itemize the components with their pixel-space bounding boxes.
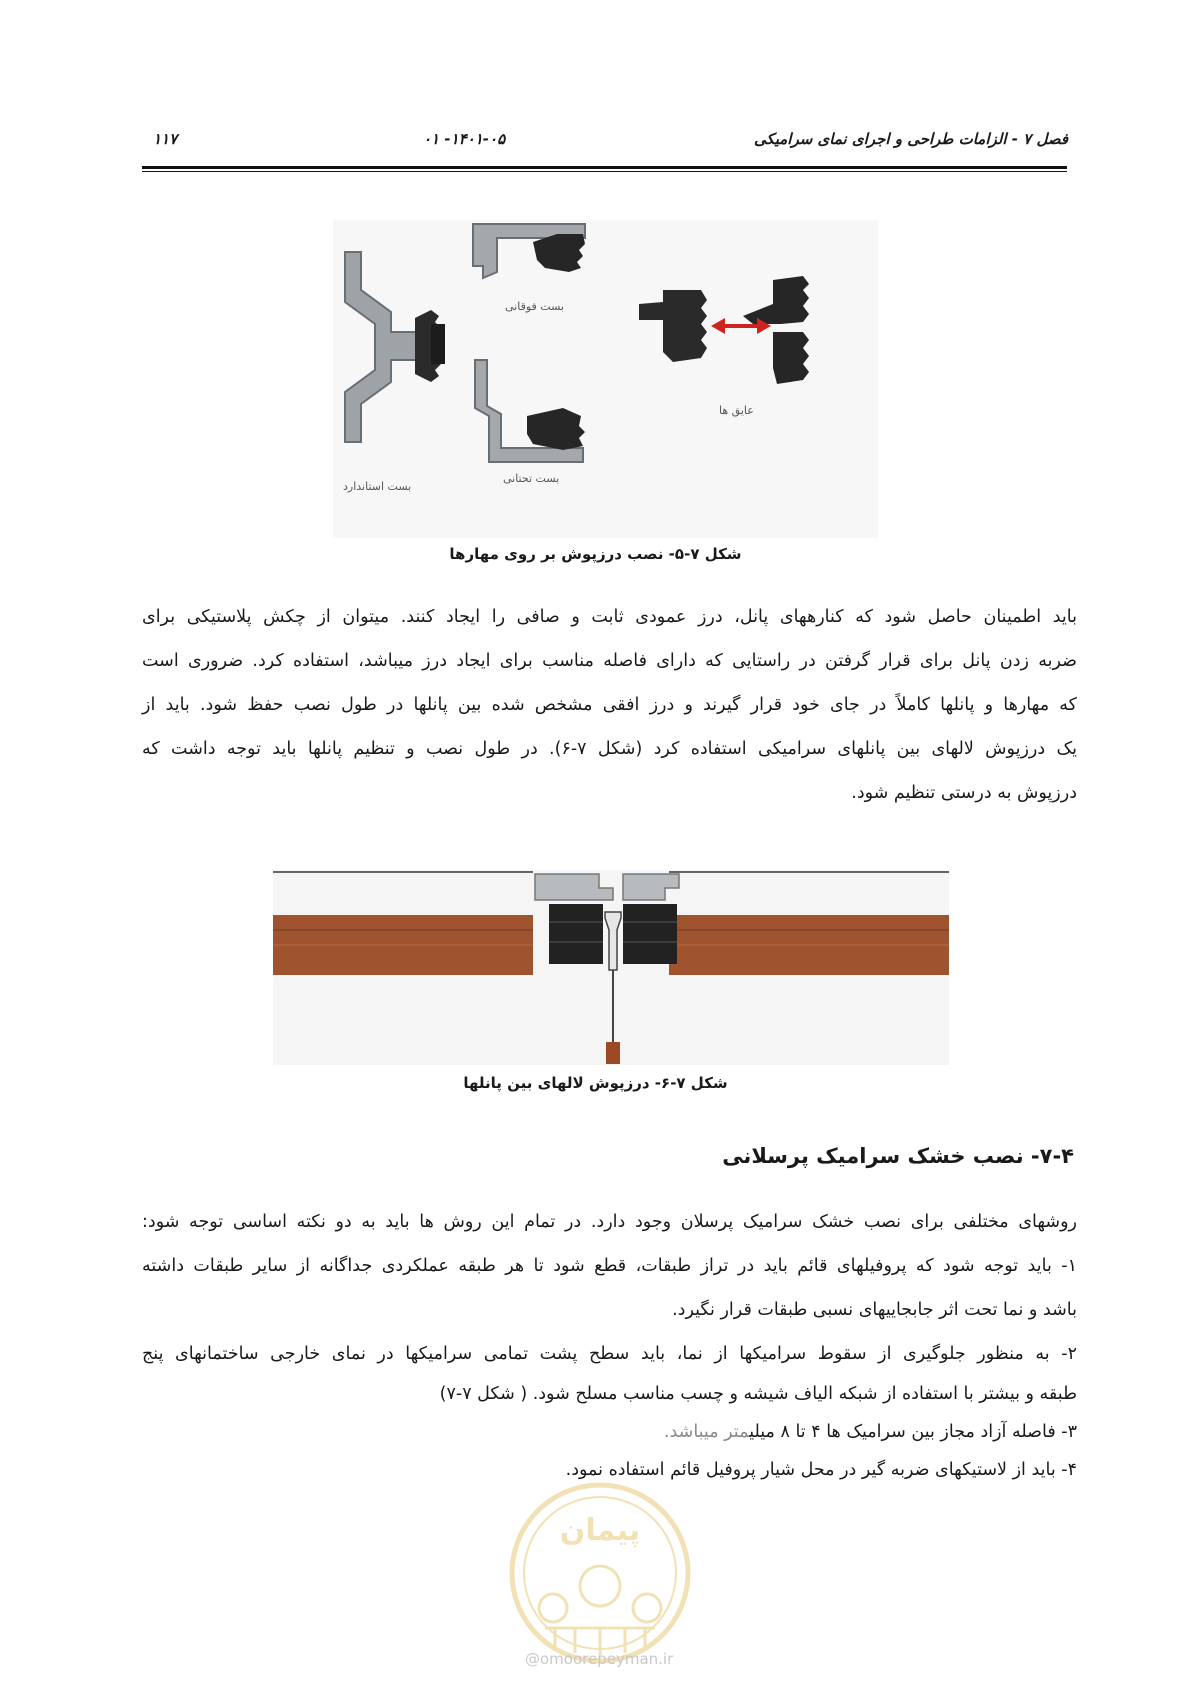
item-3-end: متر میباشد.	[663, 1422, 750, 1442]
insulators-label: عایق ها	[719, 404, 754, 417]
figure-clips-diagram	[333, 220, 878, 538]
section-heading: ۷-۴- نصب خشک سرامیک پرسلانی	[722, 1144, 1074, 1168]
bottom-clip-label: بست تحتانی	[503, 472, 560, 485]
top-clip-label: بست فوقانی	[505, 300, 564, 313]
paragraph-1-line-1: باید اطمینان حاصل شود که کنارههای پانل، درز عمودی ثابت و صافی را ایجاد کنند. میتوان از چکش پلاستیکی برای	[142, 607, 1077, 627]
watermark-website: @omoorepeyman.ir	[525, 1650, 674, 1668]
figure-joint-cover-diagram	[273, 870, 949, 1065]
seal-text: پیمان	[559, 1513, 641, 1548]
standard-clip-label: بست استاندارد	[343, 480, 412, 493]
paragraph-1-line-5: درزپوش به درستی تنظیم شود.	[851, 783, 1077, 803]
paragraph-1-line-4: یک درزپوش لالهای بین پانلهای سرامیکی استفاده کرد (شکل ۷-۶). در طول نصب و تنظیم پانلها باید توجه داشت که	[142, 739, 1077, 759]
item-4: ۴- باید از لاستیکهای ضربه گیر در محل شیار پروفیل قائم استفاده نمود.	[565, 1460, 1077, 1480]
paragraph-1-line-3: که مهارها و پانلها کاملاً در جای خود قرار گیرند و درز افقی مشخص شده بین پانلها در طول نصب حفظ شود. باید از	[142, 695, 1077, 715]
item-3-start: ۳- فاصله آزاد مجاز بین سرامیک ها ۴ تا ۸ میلی	[749, 1422, 1077, 1442]
item-3	[142, 1422, 1077, 1442]
header-rule-thin	[142, 171, 1067, 172]
chapter-title: فصل ۷ - الزامات طراحی و اجرای نمای سرامیکی	[753, 130, 1068, 148]
item-2-line-1: ۲- به منظور جلوگیری از سقوط سرامیکها از نما، باید سطح پشت تمامی سرامیکها در نمای خارجی ساختمانهای پنج	[142, 1344, 1077, 1364]
item-1-line-2: باشد و نما تحت اثر جابجاییهای نسبی طبقات قرار نگیرد.	[672, 1300, 1077, 1320]
item-2-line-2: طبقه و بیشتر با استفاده از شبکه الیاف شیشه و چسب مناسب مسلح شود. ( شکل ۷-۷)	[439, 1384, 1077, 1404]
page-number: ۱۱۷	[153, 130, 178, 148]
item-1-line-1: ۱- باید توجه شود که پروفیلهای قائم باید در تراز طبقات، قطع شود تا هر طبقه عملکردی جداگانه از سایر طبقات داشته	[142, 1256, 1077, 1276]
section-intro: روشهای مختلفی برای نصب خشک سرامیک پرسلان وجود دارد. در تمام این روش ها باید به دو نکته اساسی توجه شود:	[142, 1212, 1077, 1232]
header-date: ۱۴۰۱-۰۵- ۰۱	[423, 130, 506, 148]
watermark-seal	[505, 1478, 695, 1668]
paragraph-1-line-2: ضربه زدن پانل برای قرار گرفتن در راستایی که دارای فاصله مناسب برای ایجاد درز میباشد، استفاده کرد. ضروری است	[142, 651, 1077, 671]
figure-2-caption: شکل ۷-۶- درزپوش لالهای بین پانلها	[463, 1074, 728, 1092]
header-rule-thick	[142, 166, 1067, 169]
figure-1-caption: شکل ۷-۵- نصب درزپوش بر روی مهارها	[449, 545, 742, 563]
